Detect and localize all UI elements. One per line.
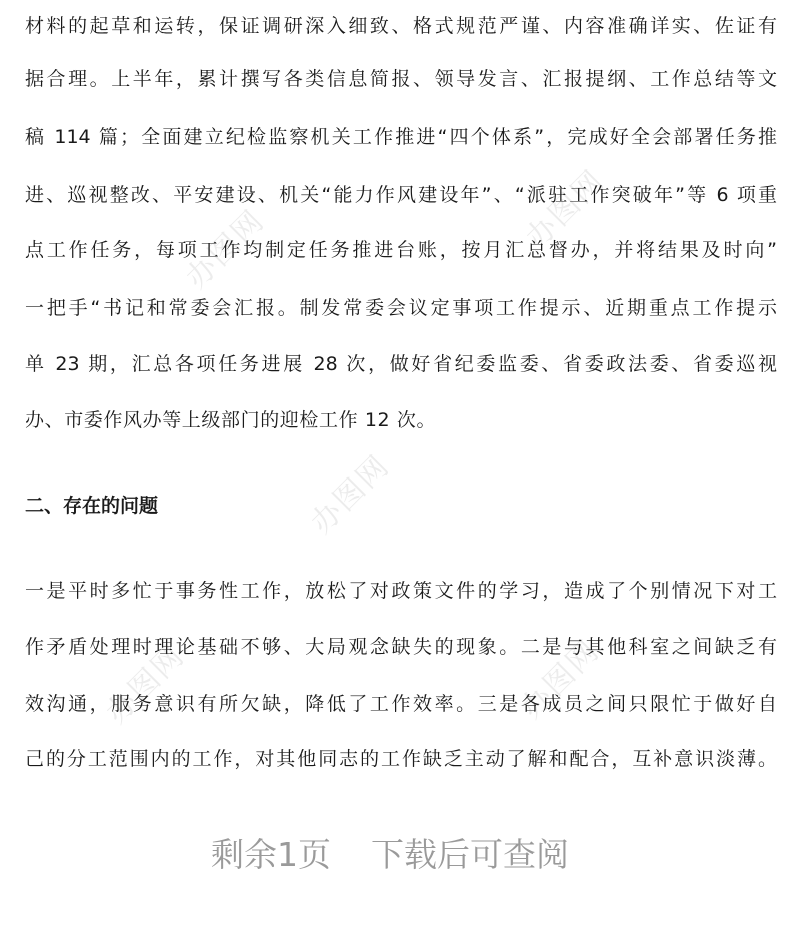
text-line: 进、巡视整改、平安建设、机关“能力作风建设年”、“派驻工作突破年”等 6 项重 bbox=[25, 184, 777, 206]
text-line: 单 23 期，汇总各项任务进展 28 次，做好省纪委监委、省委政法委、省委巡视 bbox=[25, 353, 777, 375]
watermark: 办图网 bbox=[179, 203, 272, 296]
text-line: 一把手“书记和常委会汇报。制发常委会议定事项工作提示、近期重点工作提示 bbox=[25, 297, 777, 319]
text-line: 一是平时多忙于事务性工作，放松了对政策文件的学习，造成了个别情况下对工 bbox=[25, 580, 777, 602]
remaining-pages-label: 剩余1页 bbox=[211, 835, 331, 874]
watermark: 办图网 bbox=[519, 163, 612, 256]
text-line: 己的分工范围内的工作，对其他同志的工作缺乏主动了解和配合，互补意识淡薄。 bbox=[25, 748, 777, 770]
watermark: 办图网 bbox=[304, 448, 397, 541]
text-line: 作矛盾处理时理论基础不够、大局观念缺失的现象。二是与其他科室之间缺乏有 bbox=[25, 636, 777, 658]
download-to-view-label: 下载后可查阅 bbox=[371, 835, 569, 874]
text-line: 办、市委作风办等上级部门的迎检工作 12 次。 bbox=[25, 409, 437, 431]
text-line: 稿 114 篇；全面建立纪检监察机关工作推进“四个体系”，完成好全会部署任务推 bbox=[25, 126, 777, 148]
text-line: 效沟通，服务意识有所欠缺，降低了工作效率。三是各成员之间只限忙于做好自 bbox=[25, 693, 777, 715]
watermark: 办图网 bbox=[514, 633, 607, 726]
download-prompt[interactable] bbox=[0, 834, 780, 876]
text-line: 点工作任务，每项工作均制定任务推进台账，按月汇总督办，并将结果及时向” bbox=[25, 239, 777, 261]
text-line: 材料的起草和运转，保证调研深入细致、格式规范严谨、内容准确详实、佐证有 bbox=[25, 15, 777, 37]
text-line: 据合理。上半年，累计撰写各类信息简报、领导发言、汇报提纲、工作总结等文 bbox=[25, 68, 777, 90]
section-heading: 二、存在的问题 bbox=[25, 495, 159, 517]
watermark: 办图网 bbox=[99, 638, 192, 731]
